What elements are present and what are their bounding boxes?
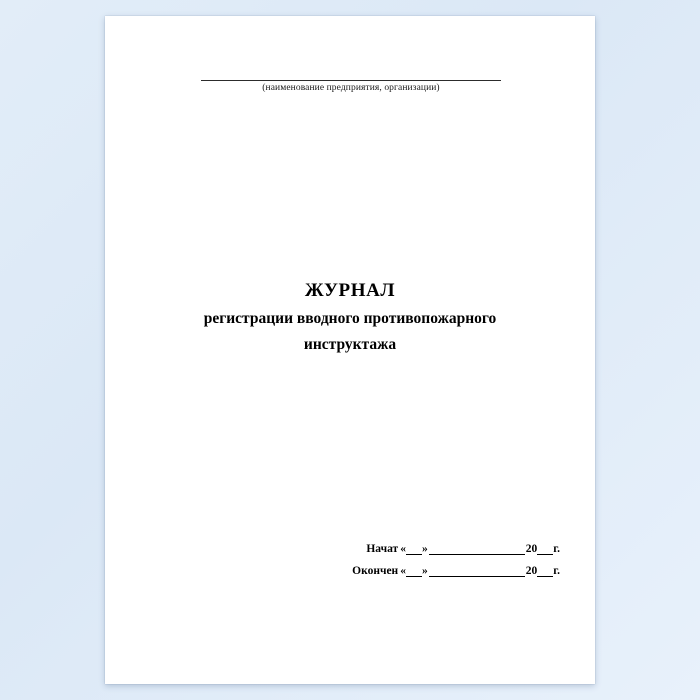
finish-month-blank — [429, 565, 525, 577]
start-year-prefix: 20 — [525, 543, 538, 555]
organization-name-caption: (наименование предприятия, организации) — [262, 83, 440, 93]
page-subtitle-line-1: регистрации вводного противопожарного — [203, 309, 497, 327]
page-title: ЖУРНАЛ — [304, 280, 396, 301]
start-quote-open: « — [400, 543, 406, 555]
finish-day-blank — [406, 566, 422, 577]
finish-quote-open: « — [400, 565, 406, 577]
start-quote-close: » — [421, 543, 428, 555]
start-day-blank — [406, 544, 422, 555]
start-date-row — [320, 543, 560, 555]
start-date-label: Начат — [366, 543, 399, 555]
organization-name-rule — [201, 80, 501, 81]
dates-block — [320, 543, 560, 587]
start-year-suffix: г. — [553, 543, 560, 555]
finish-year-blank — [537, 566, 553, 577]
start-month-blank — [429, 543, 525, 555]
finish-date-row — [320, 565, 560, 577]
finish-year-suffix: г. — [553, 565, 560, 577]
start-year-blank — [537, 544, 553, 555]
page-subtitle-line-2: инструктажа — [303, 336, 397, 354]
finish-date-label: Окончен — [352, 565, 399, 577]
finish-year-prefix: 20 — [525, 565, 538, 577]
organization-name-field — [201, 80, 501, 93]
finish-quote-close: » — [421, 565, 428, 577]
document-page — [105, 16, 595, 684]
document-title — [145, 278, 555, 357]
